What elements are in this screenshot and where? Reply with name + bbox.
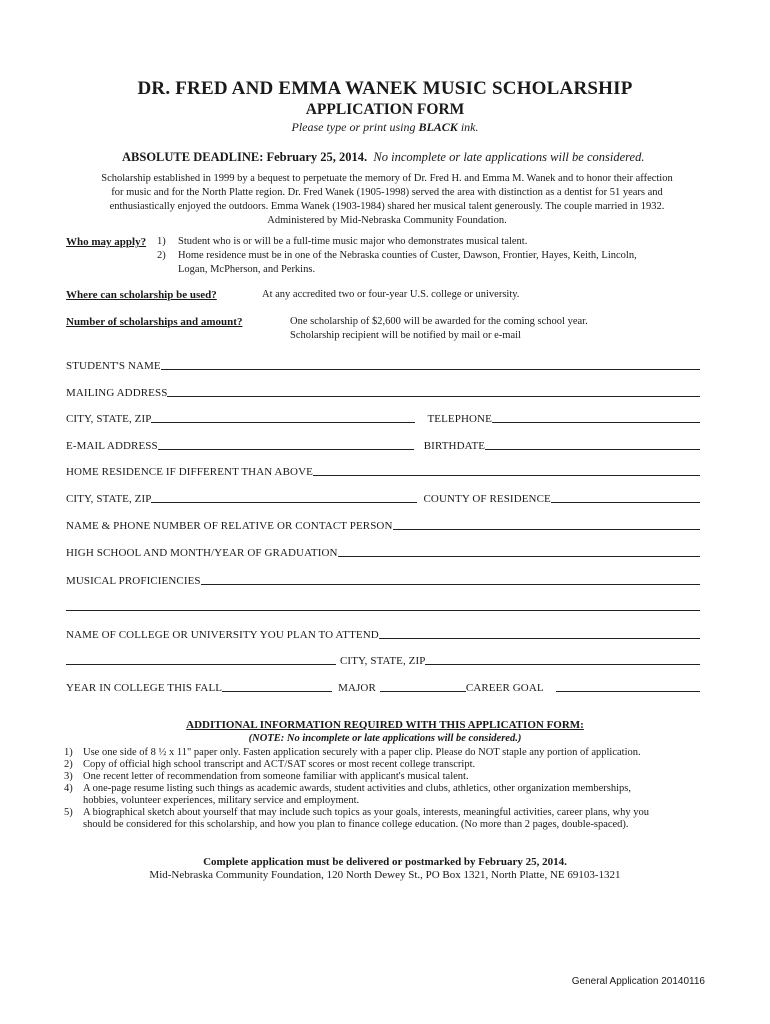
list-item [64, 771, 704, 783]
deadline-line [122, 150, 644, 165]
email-row [66, 436, 700, 452]
list-item-number: 5) [64, 807, 73, 818]
college-row [66, 625, 700, 641]
birthdate-field[interactable] [485, 437, 700, 450]
musical-row [66, 571, 700, 587]
relative-contact-row [66, 516, 700, 532]
high-school-row [66, 543, 700, 559]
list-item-number: 2) [64, 759, 73, 770]
list-item-number: 4) [64, 783, 73, 794]
list-item-text: hobbies, volunteer experiences, military service and employment. [83, 795, 360, 806]
intro-paragraph [64, 172, 710, 228]
career-field[interactable] [556, 679, 700, 692]
eligibility-num-1: 1) [157, 236, 166, 247]
additional-heading: ADDITIONAL INFORMATION REQUIRED WITH THIS APPLICATION FORM: [186, 719, 584, 731]
list-item-text: should be considered for this scholarship, and how you plan to finance college education. (No more than 2 pages, double-spaced). [83, 819, 629, 830]
ink-instruction [0, 120, 770, 135]
instruction-bold: BLACK [418, 120, 458, 134]
list-item-text: One recent letter of recommendation from someone familiar with applicant's musical talent. [83, 771, 469, 782]
major-label: MAJOR [338, 682, 376, 694]
form-title: DR. FRED AND EMMA WANEK MUSIC SCHOLARSHIP [137, 78, 633, 99]
delivery-notice: Complete application must be delivered or postmarked by February 25, 2014. [203, 856, 567, 868]
college-city-field[interactable] [425, 652, 700, 665]
who-may-apply-label: Who may apply? [66, 236, 147, 248]
mailing-address-field[interactable] [167, 384, 700, 397]
intro-line: Scholarship established in 1999 by a bequest to perpetuate the memory of Dr. Fred H. and Emma M. Wanek and to honor their affection [101, 173, 673, 184]
city-state-zip-label: CITY, STATE, ZIP [66, 413, 152, 425]
intro-line: for music and for the North Platte region. Dr. Fred Wanek (1905-1998) served the area with distinction as a dentist for 51 years and [111, 187, 663, 198]
city-state-zip-field[interactable] [151, 410, 415, 423]
city-state-zip-2-label: CITY, STATE, ZIP [66, 493, 152, 505]
student-name-label: STUDENT'S NAME [66, 360, 161, 372]
college-city-row [66, 651, 700, 667]
home-residence-row [66, 462, 700, 478]
city-state-zip-row [66, 409, 700, 425]
list-item [64, 807, 704, 831]
mailing-address-row [66, 383, 700, 399]
year-major-career-row [66, 678, 700, 694]
email-field[interactable] [158, 437, 414, 450]
instruction-pre: Please type or print using [291, 120, 419, 134]
form-subtitle: APPLICATION FORM [305, 101, 465, 118]
high-school-field[interactable] [338, 544, 700, 557]
email-label: E-MAIL ADDRESS [66, 440, 158, 452]
list-item-number: 1) [64, 747, 73, 758]
mailing-address-label: MAILING ADDRESS [66, 387, 168, 399]
musical-field-line-2[interactable] [66, 598, 700, 611]
telephone-label: TELEPHONE [427, 413, 492, 425]
year-field[interactable] [222, 679, 332, 692]
amount-text [290, 315, 588, 343]
college-location-field[interactable] [66, 652, 336, 665]
eligibility-item-2-line: Home residence must be in one of the Nebraska counties of Custer, Dawson, Frontier, Hayes, Keith, Lincoln, [178, 250, 637, 261]
career-label: CAREER GOAL [465, 682, 544, 694]
eligibility-num-2: 2) [157, 250, 166, 261]
form-code: General Application 20140116 [571, 976, 705, 987]
college-label: NAME OF COLLEGE OR UNIVERSITY YOU PLAN TO ATTEND [66, 629, 379, 641]
year-label: YEAR IN COLLEGE THIS FALL [66, 682, 223, 694]
county-field[interactable] [551, 490, 700, 503]
high-school-label: HIGH SCHOOL AND MONTH/YEAR OF GRADUATION [66, 547, 338, 559]
additional-note: (NOTE: No incomplete or late applications will be considered.) [248, 733, 522, 744]
instruction-post: ink. [457, 120, 479, 134]
student-name-row [66, 356, 700, 372]
college-city-label: CITY, STATE, ZIP [340, 655, 426, 667]
deadline-note: No incomplete or late applications will be considered. [373, 150, 645, 164]
where-used-label: Where can scholarship be used? [66, 289, 217, 301]
student-name-field[interactable] [161, 357, 700, 370]
city-state-zip-2-row [66, 489, 700, 505]
list-item-text: A biographical sketch about yourself that may include such topics as your goals, interests, meaningful activities, career plans, why you [83, 807, 649, 818]
eligibility-item-1: Student who is or will be a full-time music major who demonstrates musical talent. [178, 236, 528, 247]
college-field[interactable] [379, 626, 700, 639]
amount-label: Number of scholarships and amount? [66, 316, 243, 328]
county-label: COUNTY OF RESIDENCE [423, 493, 551, 505]
musical-field[interactable] [201, 572, 700, 585]
intro-line: Administered by Mid-Nebraska Community Foundation. [267, 215, 507, 226]
amount-line: One scholarship of $2,600 will be awarded for the coming school year. [290, 316, 588, 327]
home-residence-field[interactable] [313, 463, 700, 476]
telephone-field[interactable] [492, 410, 700, 423]
deadline-label: ABSOLUTE DEADLINE: February 25, 2014. [122, 150, 368, 164]
list-item [64, 747, 704, 759]
requirements-list [64, 747, 704, 831]
where-used-text: At any accredited two or four-year U.S. college or university. [262, 289, 520, 300]
eligibility-item-2 [178, 249, 698, 277]
musical-label: MUSICAL PROFICIENCIES [66, 575, 201, 587]
intro-line: enthusiastically enjoyed the outdoors. Emma Wanek (1903-1984) shared her musical talent generously. The couple married in 1932. [109, 201, 665, 212]
relative-contact-label: NAME & PHONE NUMBER OF RELATIVE OR CONTACT PERSON [66, 520, 393, 532]
list-item [64, 759, 704, 771]
city-state-zip-2-field[interactable] [151, 490, 417, 503]
list-item-number: 3) [64, 771, 73, 782]
list-item [64, 783, 704, 807]
birthdate-label: BIRTHDATE [423, 440, 486, 452]
amount-line: Scholarship recipient will be notified by mail or e-mail [290, 330, 521, 341]
home-residence-label: HOME RESIDENCE IF DIFFERENT THAN ABOVE [66, 466, 313, 478]
foundation-address: Mid-Nebraska Community Foundation, 120 North Dewey St., PO Box 1321, North Platte, NE 69103-1321 [149, 869, 621, 881]
list-item-text: Copy of official high school transcript and ACT/SAT scores or most recent college transcript. [83, 759, 476, 770]
major-field[interactable] [380, 679, 466, 692]
relative-contact-field[interactable] [393, 517, 700, 530]
eligibility-item-2-line: Logan, McPherson, and Perkins. [178, 264, 316, 275]
musical-row-2 [66, 597, 700, 613]
list-item-text: Use one side of 8 ½ x 11" paper only. Fasten application securely with a paper clip. Please do NOT staple any portion of application. [83, 747, 641, 758]
list-item-text: A one-page resume listing such things as academic awards, student activities and clubs, athletics, other organization memberships, [83, 783, 631, 794]
